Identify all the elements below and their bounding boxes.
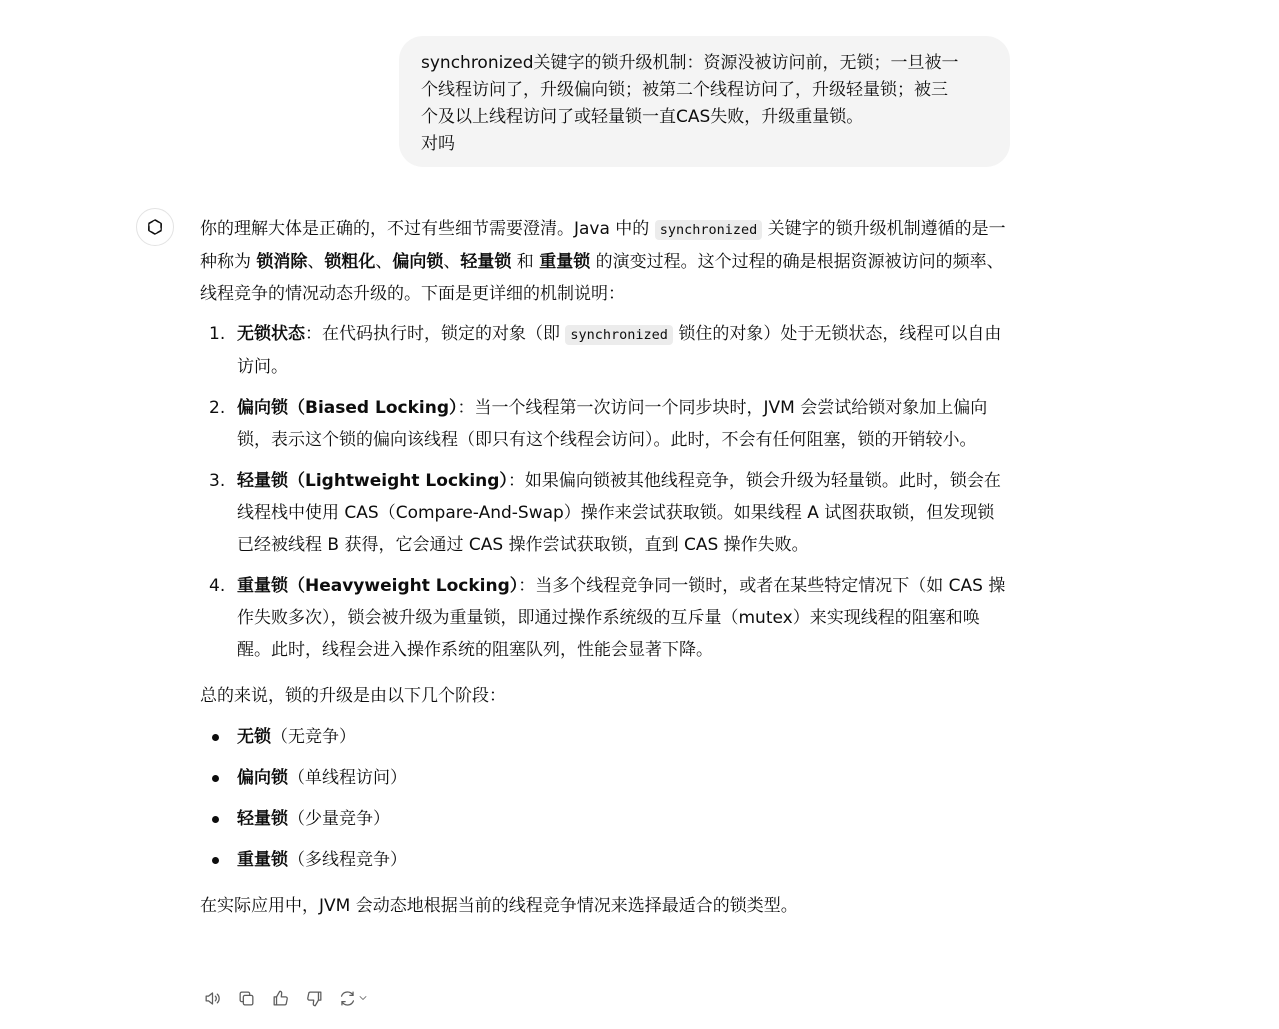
list-number: 2. <box>209 398 226 418</box>
summary-paragraph: 总的来说，锁的升级是由以下几个阶段： <box>200 686 506 706</box>
step-title: 重量锁（Heavyweight Locking） <box>237 576 519 596</box>
list-number: 1. <box>209 324 226 344</box>
message-actions <box>200 986 370 1010</box>
stage-title: 重量锁 <box>237 850 288 870</box>
copy-icon <box>237 989 256 1008</box>
read-aloud-button[interactable] <box>200 986 224 1010</box>
assistant-message <box>200 213 1010 922</box>
bold-term: 锁粗化 <box>324 252 376 272</box>
regenerate-icon <box>338 989 357 1008</box>
list-number: 4. <box>209 576 226 596</box>
list-number: 3. <box>209 471 226 491</box>
stage-title: 无锁 <box>237 727 271 747</box>
separator: 、 <box>307 252 325 272</box>
step-text: ：当一个线程第一次访问一个同步块时，JVM 会尝试给锁对象加上偏向锁，表示这个锁的偏向该线程（即只有这个线程会访问）。此时，不会有任何阻塞，锁的开销较小。 <box>237 398 988 450</box>
chevron-down-icon <box>357 992 369 1004</box>
bold-term: 轻量锁 <box>460 252 512 272</box>
user-message-line: synchronized关键字的锁升级机制：资源没被访问前，无锁；一旦被一 <box>421 53 959 73</box>
step-text: 锁住的对象）处于无锁状态，线程可以自由访问。 <box>237 324 1002 377</box>
step-text: ：当多个线程竞争同一锁时，或者在某些特定情况下（如 CAS 操作失败多次），锁会被升级为重量锁，即通过操作系统级的互斥量（mutex）来实现线程的阻塞和唤醒。此时，线程会进入操作系统的阻塞队列，性能会显著下降。 <box>237 576 1006 660</box>
user-message-line: 对吗 <box>421 134 455 154</box>
openai-logo-icon <box>144 216 166 238</box>
stages-list <box>200 721 1010 876</box>
stage-note: （单线程访问） <box>288 768 407 788</box>
stage-title: 偏向锁 <box>237 768 288 788</box>
separator: 、 <box>443 252 461 272</box>
stage-note: （无竞争） <box>271 727 356 747</box>
step-title: 偏向锁（Biased Locking） <box>237 398 458 418</box>
thumbs-down-button[interactable] <box>302 986 326 1010</box>
copy-button[interactable] <box>234 986 258 1010</box>
intro-text: 的演变过程。这个过程的确是根据资源被访问的频率、线程竞争的情况动态升级的。下面是更详细的机制说明： <box>200 252 1004 304</box>
list-item <box>200 465 1010 561</box>
assistant-avatar <box>136 208 174 246</box>
thumbs-up-button[interactable] <box>268 986 292 1010</box>
list-item <box>200 721 1010 753</box>
inline-code: synchronized <box>565 325 673 345</box>
bold-term: 重量锁 <box>539 252 591 272</box>
thumbs-up-icon <box>271 989 290 1008</box>
intro-text: 和 <box>511 252 540 272</box>
list-item <box>200 570 1010 666</box>
step-text: ：如果偏向锁被其他线程竞争，锁会升级为轻量锁。此时，锁会在线程栈中使用 CAS（Compare-And-Swap）操作来尝试获取锁。如果线程 A 试图获取锁，但发现锁已经被线程 B 获得，它会通过 CAS 操作尝试获取锁，直到 CAS 操作失败。 <box>237 471 1001 555</box>
list-item <box>200 762 1010 794</box>
step-title: 无锁状态 <box>237 324 305 344</box>
list-item <box>200 844 1010 876</box>
user-message-line: 个及以上线程访问了或轻量锁一直CAS失败，升级重量锁。 <box>421 107 864 127</box>
list-item <box>200 803 1010 835</box>
lock-steps-list <box>200 318 1010 666</box>
step-title: 轻量锁（Lightweight Locking） <box>237 471 508 491</box>
intro-paragraph <box>200 213 1010 310</box>
bold-term: 锁消除 <box>256 252 308 272</box>
stage-note: （少量竞争） <box>288 809 390 829</box>
bullet <box>212 775 219 782</box>
bold-term: 偏向锁 <box>392 252 444 272</box>
intro-text: 你的理解大体是正确的，不过有些细节需要澄清。Java 中的 <box>200 219 655 239</box>
final-paragraph: 在实际应用中，JVM 会动态地根据当前的线程竞争情况来选择最适合的锁类型。 <box>200 896 798 916</box>
list-item <box>200 318 1010 383</box>
intro-text: 关键字的锁升级机制遵循的是一种称为 <box>200 219 1006 272</box>
read-aloud-icon <box>203 989 222 1008</box>
regenerate-button[interactable] <box>336 986 370 1010</box>
stage-title: 轻量锁 <box>237 809 288 829</box>
bullet <box>212 816 219 823</box>
bullet <box>212 857 219 864</box>
user-message-bubble <box>399 36 1010 167</box>
bullet <box>212 734 219 741</box>
list-item <box>200 392 1010 456</box>
step-text: ：在代码执行时，锁定的对象（即 <box>305 324 566 344</box>
inline-code: synchronized <box>655 220 763 240</box>
separator: 、 <box>375 252 393 272</box>
stage-note: （多线程竞争） <box>288 850 407 870</box>
thumbs-down-icon <box>305 989 324 1008</box>
user-message-line: 个线程访问了，升级偏向锁；被第二个线程访问了，升级轻量锁；被三 <box>421 80 948 100</box>
